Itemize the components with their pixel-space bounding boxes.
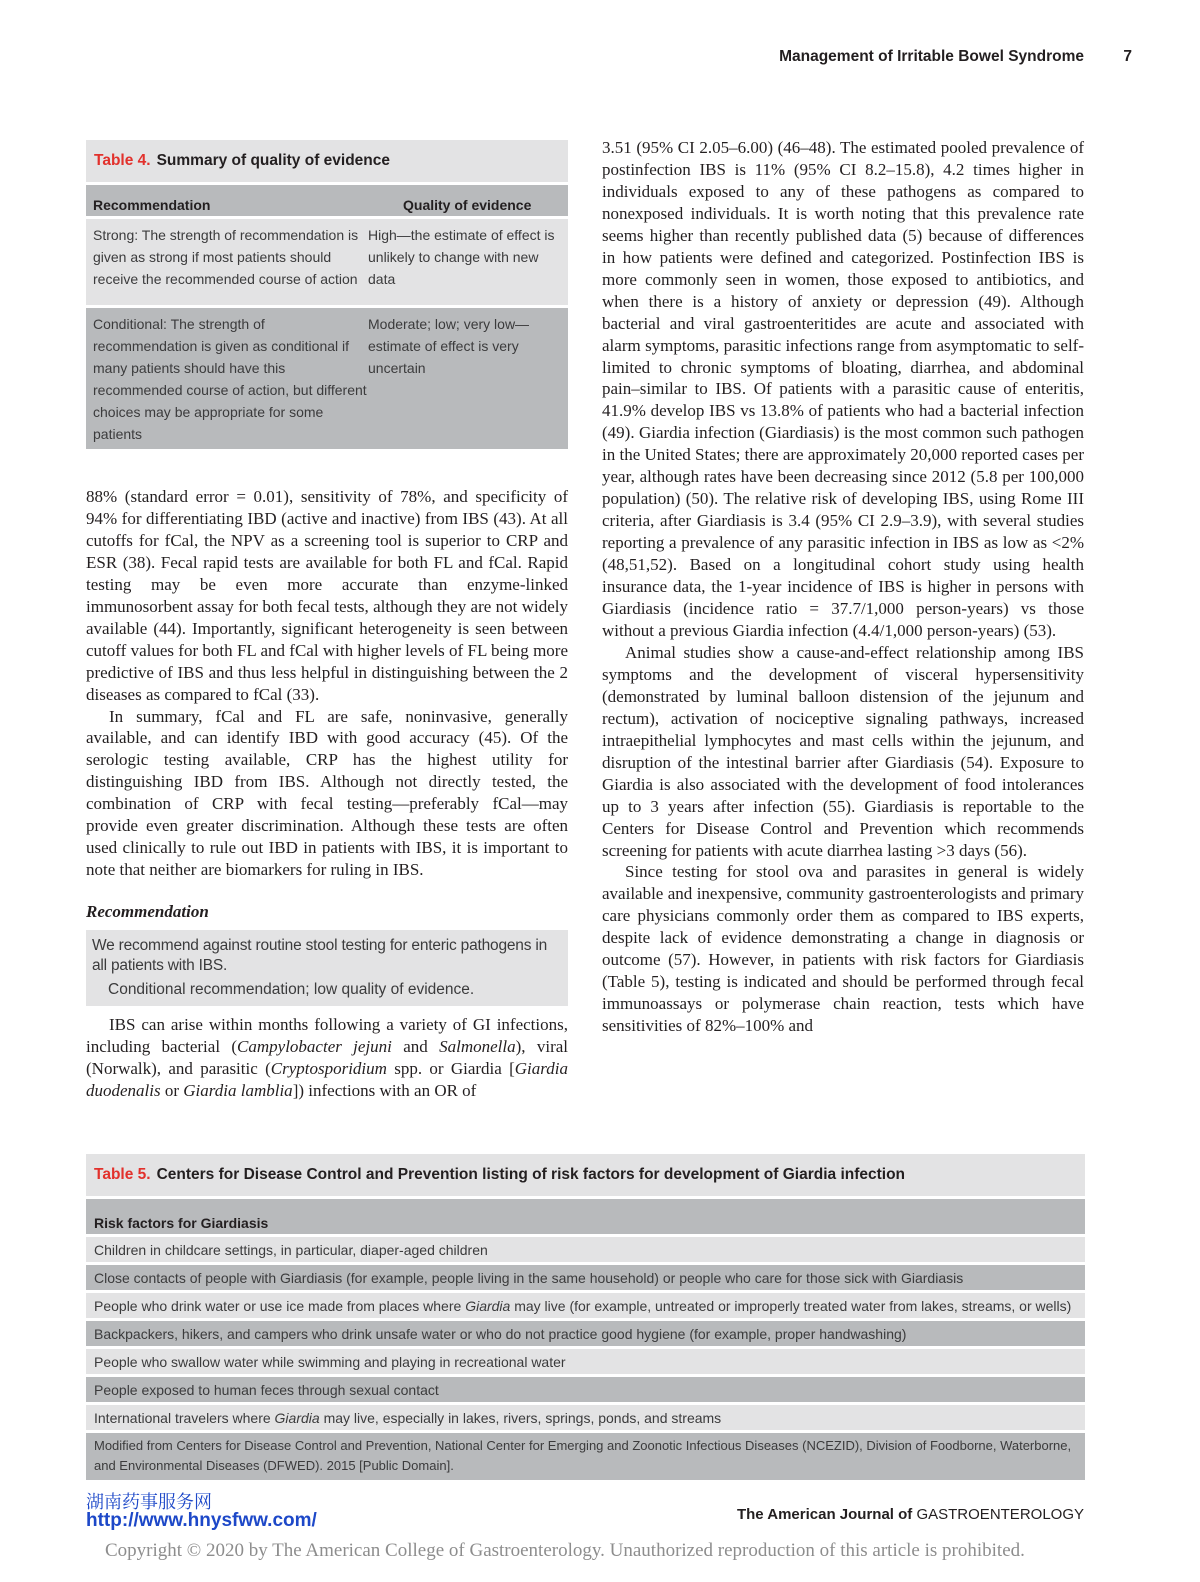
running-head: [700, 48, 1132, 70]
recommendation-text: We recommend against routine stool testing for enteric pathogens in all patients with IBS.: [92, 937, 548, 974]
table-5-label: Table 5.: [94, 1166, 151, 1183]
col-header-recommendation: Recommendation: [93, 197, 211, 213]
table-5-footnote: Modified from Centers for Disease Control and Prevention, National Center for Emerging and Zoonotic Infectious Diseases (NCEZID), Division of Foodborne, Waterborne, and Environmental Diseases (DFWED). 2015 [Public Domain].: [86, 1430, 1085, 1480]
paragraph: IBS can arise within months following a variety of GI infections, including bacterial (Campylobacter jejuni and Salmonella), viral (Norwalk), and parasitic (Cryptosporidium spp. or Giardia [Giardia duodenalis or Giardia lamblia]) infections with an OR of: [86, 1015, 568, 1100]
table-4-title: Summary of quality of evidence: [156, 152, 391, 169]
table-row: People exposed to human feces through sexual contact: [86, 1374, 1085, 1402]
running-title: Management of Irritable Bowel Syndrome: [779, 48, 1084, 65]
paragraph: Animal studies show a cause-and-effect relationship among IBS symptoms and the development of visceral hypersensitivity (demonstrated by luminal balloon distension of the jejunum and rectum), activation of nociceptive signaling pathways, increased intraepithelial lymphocytes and mast cells within the jejunum, and disruption of the intestinal barrier after Giardiasis (54). Exposure to Giardia is also associated with the development of food intolerances up to 3 years after infection (55). Giardiasis is reportable to the Centers for Disease Control and Prevention which recommends screening for patients with acute diarrhea lasting >3 days (56).: [602, 642, 1084, 860]
table-5-header: Risk factors for Giardiasis: [86, 1196, 1085, 1234]
left-column-text: [86, 486, 568, 881]
watermark-url[interactable]: http://www.hnysfww.com/: [86, 1510, 317, 1531]
recommendation-cell: Strong: The strength of recommendation is given as strong if most patients should receive the recommended course of action: [93, 227, 359, 287]
table-5-caption: [86, 1154, 1085, 1196]
table-4-label: Table 4.: [94, 152, 151, 169]
table-row: Children in childcare settings, in particular, diaper-aged children: [86, 1234, 1085, 1262]
table-row: People who swallow water while swimming and playing in recreational water: [86, 1346, 1085, 1374]
quality-cell: Moderate; low; very low—estimate of effect is very uncertain: [368, 316, 530, 376]
paragraph: 3.51 (95% CI 2.05–6.00) (46–48). The estimated pooled prevalence of postinfection IBS is 11% (95% CI 8.2–15.8), 4.2 times higher in individuals exposed to any of these pathogens as compared to nonexposed individuals. It is worth noting that this prevalence rate seems higher than recently published data (5) because of differences in how patients were defined and categorized. Postinfection IBS is more commonly seen in women, those exposed to antibiotics, and when there is a history of anxiety or depression (49). Although bacterial and viral gastroenteritides are acute and associated with alarm symptoms, parasitic infections range from asymptomatic to self-limited to chronic symptoms of bloating, diarrhea, and abdominal pain–similar to IBS. Of patients with a parasitic cause of enteritis, 41.9% develop IBS vs 13.8% of patients who had a bacterial infection (49). Giardia infection (Giardiasis) is the most common such pathogen in the United States; there are approximately 20,000 reported cases per year, although rates have been decreasing since 2012 (5.8 per 100,000 population) (50). The relative risk of developing IBS, using Rome III criteria, after Giardiasis is 3.4 (95% CI 2.9–3.9), with several studies reporting a prevalence of any parasitic infection in IBS as low as <2% (48,51,52). Based on a longitudinal cohort study using health insurance data, the 1-year incidence of IBS is higher in persons with Giardiasis (incidence ratio = 37.7/1,000 person-years) vs those without a previous Giardia infection (4.4/1,000 person-years) (53).: [602, 138, 1084, 640]
table-4-header: [86, 182, 568, 216]
page-number: 7: [1123, 48, 1132, 65]
copyright-notice: Copyright © 2020 by The American College of Gastroenterology. Unauthorized reproduction of this article is prohibited.: [105, 1540, 1025, 1561]
quality-cell: High—the estimate of effect is unlikely to change with new data: [368, 227, 555, 287]
table-4: [86, 140, 568, 449]
paragraph: 88% (standard error = 0.01), sensitivity of 78%, and specificity of 94% for differentiating IBD (active and inactive) from IBS (43). At all cutoffs for fCal, the NPV as a screening tool is superior to CRP and ESR (38). Fecal rapid tests are available for both FL and fCal. Rapid testing may be even more accurate than enzyme-linked immunosorbent assay for both fecal tests, although they are not widely available (44). Importantly, significant heterogeneity is seen between cutoff values for both FL and fCal with higher levels of FL being more predictive of IBS and thus less helpful in distinguishing between the 2 diseases as compared to fCal (33).: [86, 487, 568, 704]
watermark-site-name: 湖南药事服务网: [86, 1492, 212, 1513]
table-row: Close contacts of people with Giardiasis (for example, people living in the same household) or people who care for those sick with Giardiasis: [86, 1262, 1085, 1290]
table-5-title: Centers for Disease Control and Prevention listing of risk factors for development of Giardia infection: [156, 1166, 906, 1183]
table-row: [86, 305, 568, 449]
recommendation-heading: Recommendation: [86, 902, 209, 921]
col-header-quality: Quality of evidence: [403, 197, 532, 213]
right-column-text: [602, 137, 1084, 1037]
table-row: Backpackers, hikers, and campers who drink unsafe water or who do not practice good hygiene (for example, proper handwashing): [86, 1318, 1085, 1346]
left-column-text-2: [86, 1014, 568, 1102]
recommendation-cell: Conditional: The strength of recommendation is given as conditional if many patients should have this recommended course of action, but different choices may be appropriate for some patients: [93, 316, 367, 442]
paragraph: In summary, fCal and FL are safe, noninvasive, generally available, and can identify IBD with good accuracy (45). Of the serologic testing available, CRP has the highest utility for distinguishing IBD from IBS. Although not directly tested, the combination of CRP with fecal testing—preferably fCal—may provide even greater discrimination. Although these tests are often used clinically to rule out IBD in patients with IBS, it is important to note that neither are biomarkers for ruling in IBS.: [86, 706, 568, 880]
paragraph: Since testing for stool ova and parasites in general is widely available and inexpensive, community gastroenterologists and primary care physicians commonly order them as compared to IBS experts, despite lack of evidence demonstrating a change in diagnosis or outcome (57). However, in patients with risk factors for Giardiasis (Table 5), testing is indicated and should be performed through fecal immunoassays or polymerase chain reaction, tests which have sensitivities of 82%–100% and: [602, 862, 1084, 1036]
table-row: International travelers where Giardia may live, especially in lakes, rivers, springs, ponds, and streams: [86, 1402, 1085, 1430]
journal-name: The American Journal of GASTROENTEROLOGY: [736, 1506, 1084, 1523]
recommendation-box: [86, 930, 568, 1006]
table-row: [86, 216, 568, 305]
table-5: [86, 1154, 1085, 1480]
recommendation-strength: Conditional recommendation; low quality of evidence.: [108, 981, 475, 998]
table-4-caption: [86, 140, 568, 182]
table-row: People who drink water or use ice made from places where Giardia may live (for example, untreated or improperly treated water from lakes, streams, or wells): [86, 1290, 1085, 1318]
